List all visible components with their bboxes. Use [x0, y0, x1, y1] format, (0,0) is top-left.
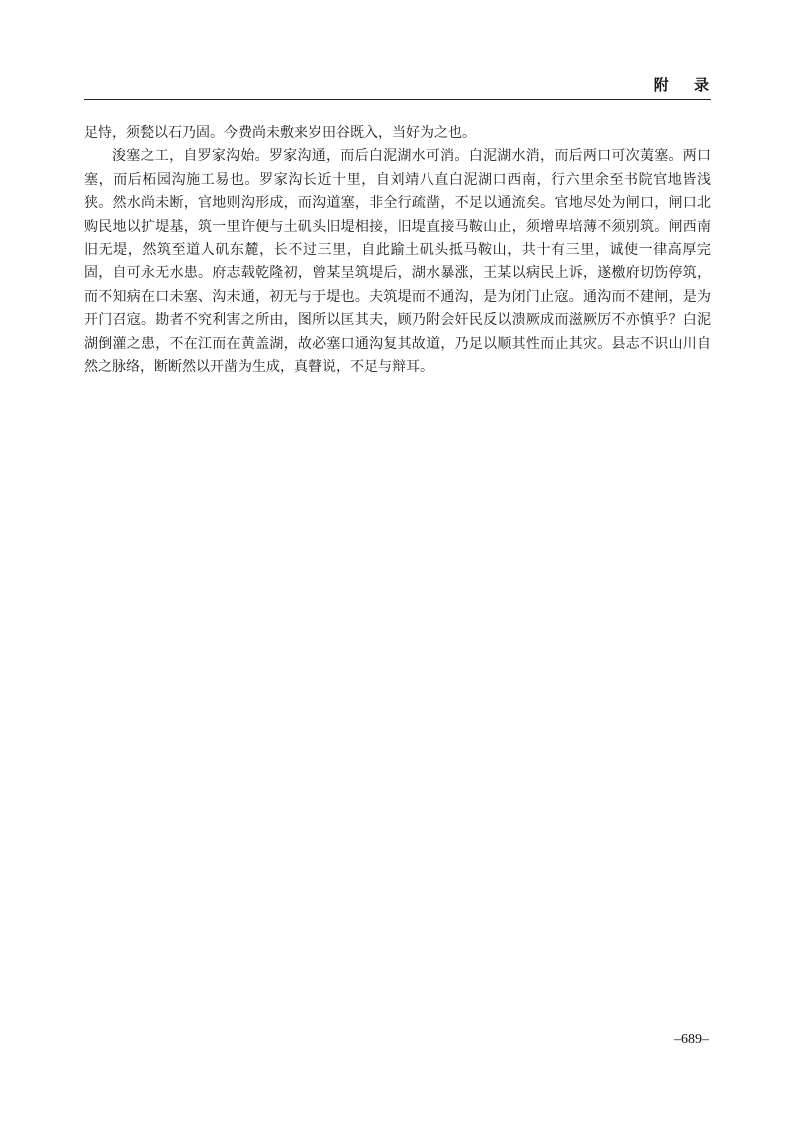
paragraph: 浚塞之工，自罗家沟始。罗家沟通，而后白泥湖水可消。白泥湖水消，而后两口可次荑塞。两口塞，而后柘园沟施工易也。罗家沟长近十里，自刘靖八直白泥湖口西南，行六里余至书院官地皆浅狭。然水尚未断，官地则沟形成，而沟道塞，非全行疏凿，不足以通流矣。官地尽处为闸口，闸口北购民地以扩堤基，筑一里许便与土矶头旧堤相接，旧堤直接马鞍山止，须增卑培薄不须别筑。闸西南旧无堤，然筑至道人矶东麓，长不过三里，自此踰土矶头抵马鞍山，共十有三里，诚使一律高厚完固，自可永无水患。府志载乾隆初，曾某呈筑堤后，湖水暴涨，王某以病民上诉，遂檄府切饬停筑，而不知病在口未塞、沟未通，初无与于堤也。夫筑堤而不通沟，是为闭门止寇。通沟而不建闸，是为开门召寇。勘者不究利害之所由，图所以匡其夫，顾乃附会奸民反以溃厥成而滋厥厉不亦慎乎？白泥湖倒灌之患，不在江而在黄盖湖，故必塞口通沟复其故道，乃足以顺其性而止其灾。县志不识山川自然之脉络，断断然以开凿为生成，真瞽说，不足与辩耳。 — [84, 148, 711, 376]
running-head-title: 附 录 — [653, 76, 719, 94]
header-rule — [84, 99, 711, 100]
body-text — [84, 122, 711, 379]
paragraph-continued: 足恃，须甃以石乃固。今费尚未敷来岁田谷既入，当好为之也。 — [84, 125, 476, 141]
page-number: –689– — [674, 1032, 709, 1047]
